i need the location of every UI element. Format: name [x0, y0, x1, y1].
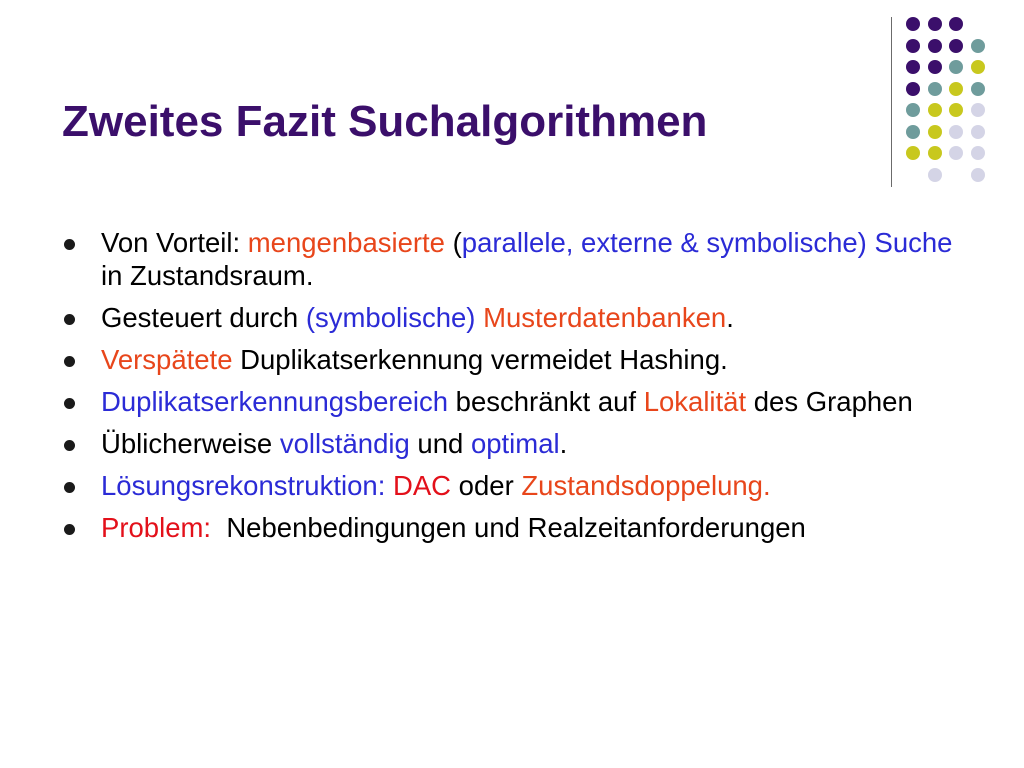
- bullet-segment: Problem:: [101, 512, 212, 543]
- bullet-segment: Suche: [874, 227, 953, 258]
- decorative-dot: [949, 125, 963, 139]
- bullet-item: [64, 226, 964, 292]
- decorative-dot: [928, 39, 942, 53]
- decorative-dot: [971, 168, 985, 182]
- bullet-segment: Von Vorteil:: [101, 227, 248, 258]
- decorative-dot: [971, 125, 985, 139]
- bullet-dot-icon: [64, 314, 75, 325]
- decorative-dot: [906, 125, 920, 139]
- bullet-segment: und: [409, 428, 471, 459]
- decorative-dot: [949, 17, 963, 31]
- bullet-item: [64, 343, 964, 376]
- bullet-item: [64, 511, 964, 544]
- decorative-dot: [928, 125, 942, 139]
- bullet-dot-icon: [64, 398, 75, 409]
- decorative-dot: [971, 146, 985, 160]
- bullet-segment: vollständig: [279, 428, 410, 459]
- decorative-dot: [928, 82, 942, 96]
- bullet-segment: Zustandsdoppelung.: [521, 470, 771, 501]
- decorative-dot: [928, 17, 942, 31]
- bullet-dot-icon: [64, 482, 75, 493]
- bullet-segment: Duplikatserkennungsbereich: [101, 386, 449, 417]
- bullet-item: [64, 469, 964, 502]
- decorative-dot: [928, 103, 942, 117]
- decorative-dot: [949, 82, 963, 96]
- bullet-segment: Nebenbedingungen und Realzeitanforderungen: [211, 512, 806, 543]
- bullet-list: [64, 226, 964, 553]
- bullet-segment: [867, 227, 875, 258]
- bullet-segment: Üblicherweise: [101, 428, 280, 459]
- bullet-segment: in Zustandsraum.: [101, 260, 314, 291]
- decorative-dot: [971, 82, 985, 96]
- decorative-dot: [906, 146, 920, 160]
- bullet-item: [64, 385, 964, 418]
- bullet-segment: mengenbasierte: [247, 227, 445, 258]
- bullet-segment: [385, 470, 393, 501]
- bullet-segment: oder: [451, 470, 522, 501]
- decorative-dot: [906, 103, 920, 117]
- bullet-segment: (symbolische): [305, 302, 476, 333]
- decorative-dot: [906, 39, 920, 53]
- bullet-segment: Musterdatenbanken: [483, 302, 727, 333]
- bullet-item: [64, 427, 964, 460]
- decorative-dot: [949, 39, 963, 53]
- bullet-segment: Lösungsrekonstruktion:: [101, 470, 386, 501]
- decorative-dot: [928, 168, 942, 182]
- bullet-segment: .: [726, 302, 734, 333]
- decorative-dot: [949, 103, 963, 117]
- bullet-segment: Verspätete: [101, 344, 233, 375]
- bullet-segment: Duplikatserkennung vermeidet Hashing.: [232, 344, 728, 375]
- bullet-segment: des Graphen: [746, 386, 913, 417]
- decorative-dot: [949, 146, 963, 160]
- bullet-dot-icon: [64, 524, 75, 535]
- bullet-segment: Lokalität: [643, 386, 747, 417]
- decorative-dot: [971, 103, 985, 117]
- decorative-dot: [928, 60, 942, 74]
- bullet-segment: beschränkt auf: [448, 386, 644, 417]
- decorative-dot: [906, 82, 920, 96]
- decorative-vertical-divider: [891, 17, 892, 187]
- bullet-dot-icon: [64, 440, 75, 451]
- bullet-dot-icon: [64, 356, 75, 367]
- bullet-segment: .: [559, 428, 568, 459]
- decorative-dot: [971, 60, 985, 74]
- decorative-dot: [949, 60, 963, 74]
- bullet-segment: optimal: [470, 428, 560, 459]
- bullet-item: [64, 301, 964, 334]
- decorative-dot: [906, 60, 920, 74]
- bullet-segment: (: [444, 227, 462, 258]
- decorative-dot: [906, 17, 920, 31]
- decorative-dot: [971, 39, 985, 53]
- bullet-dot-icon: [64, 239, 75, 250]
- bullet-segment: Gesteuert durch: [101, 302, 306, 333]
- bullet-segment: [475, 302, 483, 333]
- slide-title: Zweites Fazit Suchalgorithmen: [62, 97, 708, 146]
- bullet-segment: parallele, externe & symbolische): [461, 227, 867, 258]
- bullet-segment: DAC: [392, 470, 452, 501]
- decorative-dot: [928, 146, 942, 160]
